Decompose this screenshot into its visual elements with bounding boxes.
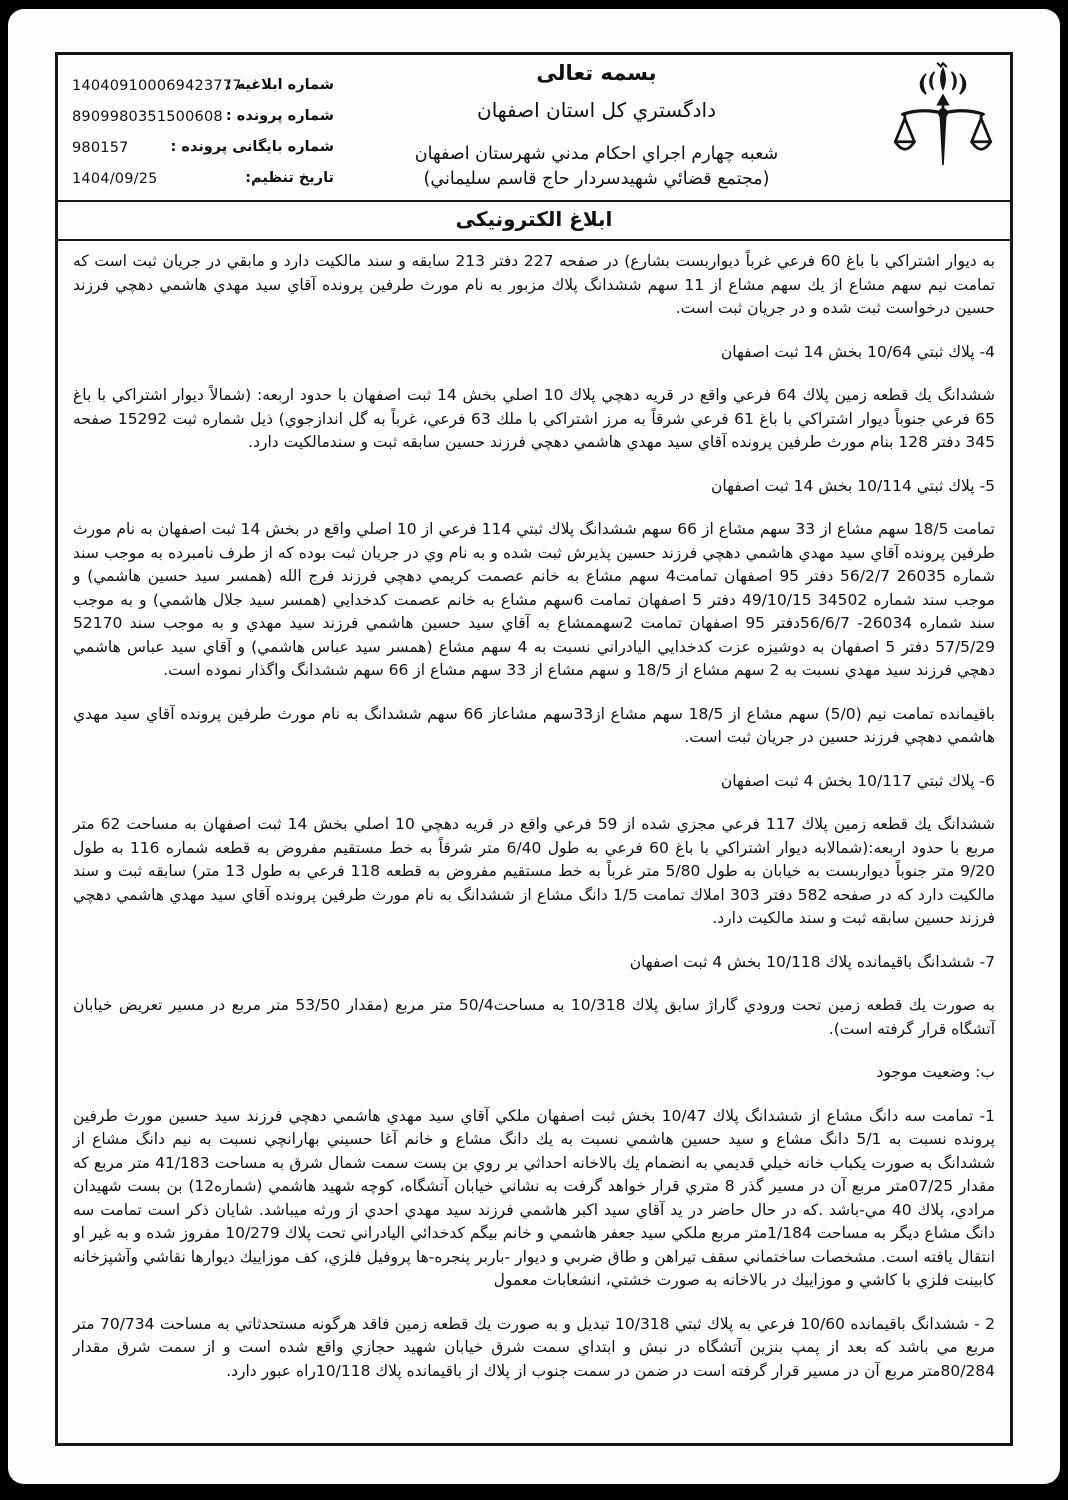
body-paragraph: 2 - ششدانگ باقیمانده 10/60 فرعي به پلاك ثبتي 10/318 تبدیل و به صورت یك قطعه زمین فاقد هرگونه مستحدثاتي به مساحت 70/734 متر مربع مي باشد که بعد از پمپ بنزین آتشگاه در نبش و ابتداي سمت شرق خیابان شهید حجازي واقع شده است و از سمت شرق مقدار 80/284متر مربع آن در مسیر قرار گرفته است در ضمن در سمت جنوب از پلاك از باقیمانده پلاك 10/118راه عبور دارد. — [73, 1314, 995, 1380]
besmele-title: بسمه تعالی — [536, 61, 657, 85]
organization-title: دادگستري کل استان اصفهان — [477, 98, 716, 122]
body-paragraph: ششدانگ یك قطعه زمین پلاك 117 فرعي مجزي شده از 59 فرعي واقع در قریه دهچي 10 اصلي بخش 14 ثبت اصفهان به مساحت 62 متر مربع با حدود اربعه:(شمالابه دیوار اشتراکي با باغ 60 فرعي به طول 6/40 متر شرقاً به خط مستقیم مفروض به قطعه شماره 116 به طول 9/20 متر جنوباً دیواربست به خیابان به طول 5/80 متر غرباً به خط مستقیم مفروض به قطعه 118 فرعي به طول 13 متر) سابقه ثبت و سند مالکیت دارد که در صفحه 582 دفتر 303 املاك تمامت 1/5 دانگ مشاع از ششدانگ به نام مورث طرفین پرونده آقاي سید مهدي هاشمي دهچي فرزند حسین سابقه ثبت و سند مالکیت دارد. — [73, 815, 995, 927]
body-paragraph: ششدانگ یك قطعه زمین پلاك 64 فرعي واقع در قریه دهچي پلاك 10 اصلي بخش 14 ثبت اصفهان با حدود اربعه: (شمالاً دیوار اشتراکي با باغ 65 فرعي جنوباً دیوار اشتراکي با باغ 61 فرعي شرقاً به مرز اشتراکي با ملك 63 فرعي، غرباً به گل اندازجوي) ذیل شماره ثبت 15292 صفحه 345 دفتر 128 بنام مورث طرفین پرونده آقاي سید مهدي هاشمي دهچي فرزند حسین سابقه ثبت و سندمالکیت دارد. — [73, 386, 996, 451]
document-header — [58, 55, 1010, 200]
field-label: شماره ابلاغیه : — [225, 77, 334, 93]
field-label: شماره پرونده : — [225, 108, 334, 124]
field-archive-number — [72, 135, 334, 166]
branch-title-line2: (مجتمع قضائي شهیدسردار حاج قاسم سلیماني) — [423, 169, 770, 189]
field-value: 8909980351500608 — [72, 109, 223, 125]
field-label: تاریخ تنظیم: — [245, 170, 334, 186]
body-paragraph: به دیوار اشتراکي با باغ 60 فرعي غرباً دیواربست بشارع) در صفحه 227 دفتر 213 سابقه و سند مالکیت دارد و مابقي در جریان ثبت است که تمامت نیم سهم مشاع از یك سهم مشاع از 11 سهم ششدانگ پلاك مزبور به نام مورث طرفین پرونده آقاي سید مهدي هاشمي دهچي فرزند حسین درخواست ثبت شده و در جریان ثبت است. — [73, 252, 995, 317]
page-paper — [8, 9, 1060, 1484]
section-heading: 5- پلاك ثبتي 10/114 بخش 14 ثبت اصفهان — [710, 476, 995, 495]
body-paragraph: به صورت یك قطعه زمین تحت ورودي گاراژ سابق پلاك 10/318 به مساحت50/4 متر مربع (مقدار 53/50 متر مربع در مسیر تعریض خیابان آتشگاه قرار گرفته است). — [73, 996, 995, 1038]
branch-title-line1: شعبه چهارم اجراي احکام مدني شهرستان اصفهان — [414, 144, 779, 164]
document-border-box — [55, 52, 1013, 1446]
body-paragraph: باقیمانده تمامت نیم (5/0) سهم مشاع از 18/5 سهم مشاع از33سهم مشاعاز 66 سهم ششدانگ به نام مورث طرفین پرونده آقاي سید مهدي هاشمي دهچي فرزند حسین در جریان ثبت است. — [73, 704, 995, 746]
section-heading: 6- پلاك ثبتي 10/117 بخش 4 ثبت اصفهان — [720, 771, 995, 790]
body-paragraph: تمامت 18/5 سهم مشاع از 33 سهم مشاع از 66 سهم ششدانگ پلاك ثبتي 114 فرعي از 10 اصلي واقع در بخش 14 ثبت اصفهان به نام مورث طرفین پرونده آقاي سید مهدي هاشمي دهچي فرزند حسین پذیرش ثبت شده و به نام وي در جریان ثبت بوده که از طرف نامبرده به موجب سند شماره 26035 56/2/7 دفتر 95 اصفهان تمامت4 سهم مشاع به خانم عصمت کریمي دهچي فرزند فرج الله (همسر سید حسین هاشمي) و موجب سند شماره 34502 49/10/15 دفتر 5 اصفهان تمامت 6سهم مشاع به خانم عصمت کدخدایي (همسر سید جلال هاشمي) و به موجب سند شماره 26034- 56/6/7دفتر 95 اصفهان تمامت 2سهممشاع به آقاي سید حسین هاشمي فرزند سید مهدي و به موجب سند 52170 57/5/29 دفتر 5 اصفهان به دوشیزه عزت کدخدایي الیادراني نسبت به 4 سهم مشاع (همسر سید عباس هاشمي) و آقاي سید عباس هاشمي دهچي فرزند سید مهدي نسبت به 2 سهم مشاع از 18/5 و سهم مشاع از 33 سهم مشاع از 66 سهم ششدانگ واگذار نموده است. — [73, 520, 996, 679]
section-title-band — [58, 200, 1010, 241]
field-case-number — [72, 104, 334, 135]
iran-judiciary-scales-icon — [890, 59, 996, 197]
field-label: شماره بایگانی پرونده : — [170, 139, 334, 155]
field-value: 980157 — [72, 140, 129, 156]
field-value: 140409100069423777 — [72, 78, 242, 94]
header-fields — [72, 73, 334, 197]
field-notification-number — [72, 73, 334, 104]
field-value: 1404/09/25 — [72, 171, 158, 187]
section-title: ابلاغ الکترونیکی — [455, 207, 613, 231]
field-date — [72, 166, 334, 197]
document-body — [58, 241, 1010, 1383]
section-heading: ب: وضعیت موجود — [876, 1063, 995, 1081]
header-titles — [348, 61, 845, 192]
section-heading: 4- پلاك ثبتي 10/64 بخش 14 ثبت اصفهان — [720, 342, 995, 361]
section-heading: 7- ششدانگ باقیمانده پلاك 10/118 بخش 4 ثبت اصفهان — [629, 952, 995, 971]
body-paragraph: 1- تمامت سه دانگ مشاع از ششدانگ پلاك 10/47 بخش ثبت اصفهان ملکي آقاي سید مهدي هاشمي دهچي فرزند سید حسین مورث طرفین پرونده نسبت به 5/1 دانگ مشاع و سید حسین هاشمي نسبت به یك دانگ مشاع و خانم آغا حسیني بهارانچي نسبت به نیم دانگ مشاع از ششدانگ به صورت یکباب خانه خیلي قدیمي به انضمام یك بالاخانه احداثي بر روي بن بست سمت شمال شرق به مساحت 41/183 متر مربع که مقدار 07/25متر مربع آن در مسیر گذر 8 متري قرار خواهد گرفت به نشاني خیابان آتشگاه، کوچه شهید هاشمي (شماره12) بن بست شهیدان مرادي، پلاك 40 مي-باشد .که در حال حاضر در ید آقاي سید اکبر هاشمي فرزند سید مهدي احدي از ورثه میباشد. شایان ذکر است تمامت سه دانگ مشاع دیگر به مساحت 1/184متر مربع ملکي سید جعفر هاشمي و خانم بیگم کدخدائي الیادراني تحت پلاك 10/279 مفروز شده و به غیر او انتقال یافته است. مشخصات ساختماني سقف تیراهن و طاق ضربي و دیوار -باربر پنجره-ها پروفیل فلزي، کف موزاییك دیوارها نقاشي وآشپزخانه کابینت فلزي با کاشي و موزاییك در بالاخانه به صورت خشتي، انشعابات معمول — [73, 1106, 996, 1289]
